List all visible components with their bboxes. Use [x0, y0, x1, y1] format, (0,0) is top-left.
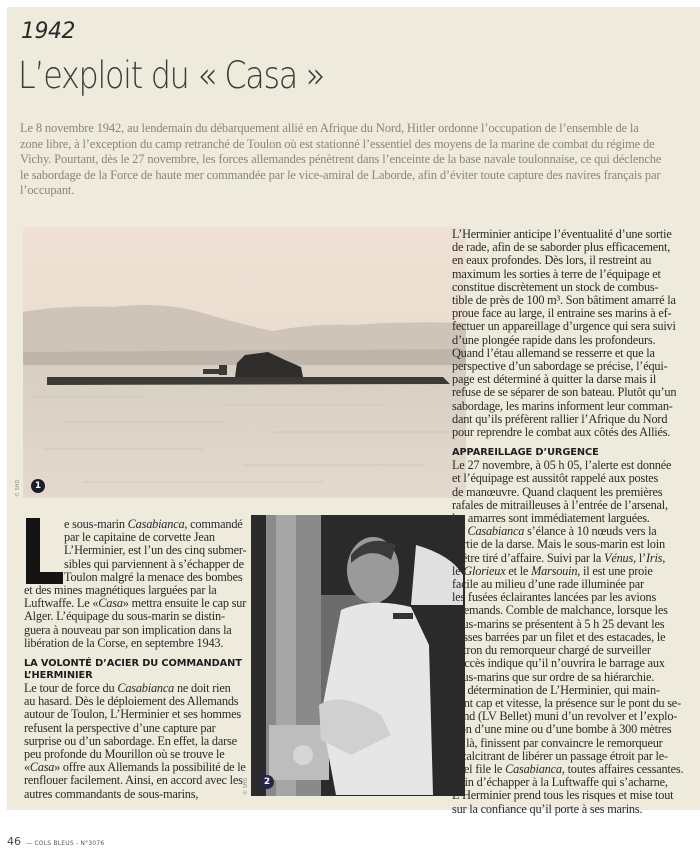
body-line: rafales de mitrailleuses à l’entrée de l’arsenal, — [452, 497, 668, 512]
submarine-illustration — [23, 227, 466, 498]
body-line: renflouer facilement. Ainsi, en accord avec les — [24, 773, 243, 788]
article-intro — [20, 121, 670, 199]
body-line: L’Herminier anticipe l’éventualité d’une sortie — [452, 227, 672, 241]
page-number: 46 — [7, 835, 21, 848]
intro-line: l’occupant. — [20, 183, 75, 197]
section-heading: L’HERMINIER — [24, 670, 93, 682]
body-line: libération de la Corse, en septembre 1943. — [24, 635, 224, 650]
body-line: le Glorieux et le Marsouin, il est une proie — [452, 563, 653, 578]
body-line: tible de près de 100 m³. Son bâtiment amarré la — [452, 293, 676, 308]
body-line: proue face au large, il entraine ses marins à ef- — [452, 306, 672, 321]
body-line: Le tour de force du Casabianca ne doit rien — [24, 681, 231, 696]
body-line: cond (LV Bellet) muni d’un revolver et l’explo- — [452, 709, 678, 724]
body-line: «Casa» offre aux Allemands la possibilité de le — [24, 760, 246, 775]
body-line: L’Herminier, est l’un des cinq submer- — [64, 543, 247, 558]
photo-submarine — [23, 227, 466, 498]
body-line: récalcitrant de libérer un passage étroit par le- — [452, 748, 668, 763]
body-line: d’une plongée rapide dans les profondeurs. — [452, 332, 656, 347]
body-line: en eaux profondes. Dès lors, il restreint au — [452, 253, 652, 268]
body-line: Quand l’étau allemand se resserre et que la — [452, 345, 655, 360]
body-line: et des mines magnétiques larguées par la — [24, 583, 217, 598]
intro-line: le sabordage de la Force de haute mer commandée par le vice-amiral de Laborde, afin d’éviter toute capture des navires français par — [20, 167, 661, 182]
body-line: Luftwaffe. Le «Casa» mettra ensuite le cap sur — [24, 596, 247, 611]
body-line: de là, finissent par convaincre le remorqueur — [452, 735, 663, 750]
officer-illustration — [251, 515, 465, 796]
body-line: facile au milieu d’une rade illuminée par — [452, 577, 644, 592]
body-line: sous-marins se présentent à 5 h 25 devant les — [452, 616, 665, 631]
body-line: par le capitaine de corvette Jean — [64, 530, 215, 545]
publication-name: — COLS BLEUS - N°3076 — [26, 840, 105, 847]
body-line: Le 27 novembre, à 05 h 05, l’alerte est donnée — [452, 458, 672, 473]
body-line: au hasard. Dès le déploiement des Allemands — [24, 694, 239, 709]
body-line: L’Herminier prend tous les risques et mise tout — [452, 788, 674, 803]
body-line: Afin d’échapper à la Luftwaffe qui s’acharne, — [452, 775, 668, 790]
body-line: passes barrées par un filet et des estacades, le — [452, 629, 666, 644]
body-line: de rade, afin de se saborder plus efficacement, — [452, 240, 671, 255]
left-column — [24, 518, 246, 801]
body-line: Toulon malgré la menace des bombes — [64, 569, 243, 584]
body-line: sous-marins que sur ordre de sa hiérarchie. — [452, 669, 655, 684]
body-line: peu profonde du Mourillon où se trouve le — [24, 747, 225, 762]
body-line: et l’équipage est aussitôt rappelé aux postes — [452, 471, 659, 486]
body-line: refusent la perspective d’une capture par — [24, 720, 216, 735]
body-line: sibles qui parviennent à s’échapper de — [64, 556, 244, 571]
body-line: les amarres sont immédiatement larguées. — [452, 511, 650, 526]
intro-line: Vichy. Pourtant, dès le 27 novembre, les forces allemandes pénètrent dans l’enceinte de la base navale toulonnaise, ce qui déclenche — [20, 152, 662, 166]
body-line: dant qu’ils préfèrent rallier l’Afrique du Nord — [452, 411, 668, 426]
page-footer — [7, 830, 104, 849]
body-line: page est déterminé à quitter la darse mais il — [452, 372, 657, 387]
photo-number-badge: 1 — [31, 479, 45, 493]
intro-line: zone libre, à l’exception du camp retranché de Toulon où est stationné l’essentiel des moyens de la marine de combat du régime de — [20, 136, 655, 151]
article-title: L’exploit du « Casa » — [18, 54, 324, 97]
body-line: l’accès indique qu’il n’ouvrira le barrage aux — [452, 656, 665, 671]
section-heading: APPAREILLAGE D’URGENCE — [452, 447, 599, 459]
body-line: maximum les sorties à terre de l’équipage et — [452, 266, 661, 281]
article-year: 1942 — [21, 19, 75, 44]
body-line: tient cap et vitesse, la présence sur le pont du se- — [452, 695, 681, 710]
body-line: surprise ou d’un sabordage. En effet, la darse — [24, 733, 237, 748]
section-heading: LA VOLONTÉ D’ACIER DU COMMANDANT — [24, 658, 242, 670]
body-line: autour de Toulon, L’Herminier et ses hommes — [24, 707, 241, 722]
body-line: allemands. Comble de malchance, lorsque les — [452, 603, 668, 618]
body-line: La détermination de L’Herminier, qui main- — [452, 682, 660, 697]
body-line: e sous-marin Casabianca, commandé — [64, 517, 243, 531]
body-line: perspective d’un sabordage se précise, l’équi- — [452, 359, 668, 374]
body-line: refuse de se séparer de son bateau. Plutôt qu’un — [452, 385, 677, 400]
body-line: fectuer un appareillage d’urgence qui sera suivi — [452, 319, 676, 334]
body-line: sabordage, les marins informent leur comman- — [452, 398, 673, 413]
photo-number-badge: 2 — [260, 775, 274, 789]
body-line: les fusées éclairantes lancées par les avions — [452, 590, 657, 605]
body-line: de manœuvre. Quand claquent les premières — [452, 484, 663, 499]
body-line: autres commandants de sous-marins, — [24, 786, 199, 801]
body-line: sur la confiance qu’il porte à ses marins. — [452, 801, 643, 816]
body-line: Le Casabianca s’élance à 10 nœuds vers la — [452, 524, 657, 539]
body-line: d’être tiré d’affaire. Suivi par la Vénus, l’Iris, — [452, 550, 666, 565]
photo-credit: © SHD — [15, 479, 21, 497]
photo-credit: © SHD — [243, 777, 249, 795]
body-line: guera à nouveau par son implication dans la — [24, 622, 232, 637]
body-line: constitue discrètement un stock de combus- — [452, 279, 659, 294]
right-column — [452, 228, 692, 816]
body-line: sortie de la darse. Mais le sous-marin est loin — [452, 537, 665, 552]
body-line: Alger. L’équipage du sous-marin se distin- — [24, 609, 225, 624]
photo-officer — [251, 515, 465, 796]
body-line: pour reprendre le combat aux côtés des Alliés. — [452, 425, 671, 440]
body-line: patron du remorqueur chargé de surveiller — [452, 643, 651, 658]
body-line: sion d’une mine ou d’une bombe à 300 mètres — [452, 722, 672, 737]
intro-line: Le 8 novembre 1942, au lendemain du débarquement allié en Afrique du Nord, Hitler ordonne l’occupation de l’ensemble de la — [20, 121, 639, 135]
body-line: quel file le Casabianca, toutes affaires cessantes. — [452, 761, 684, 776]
